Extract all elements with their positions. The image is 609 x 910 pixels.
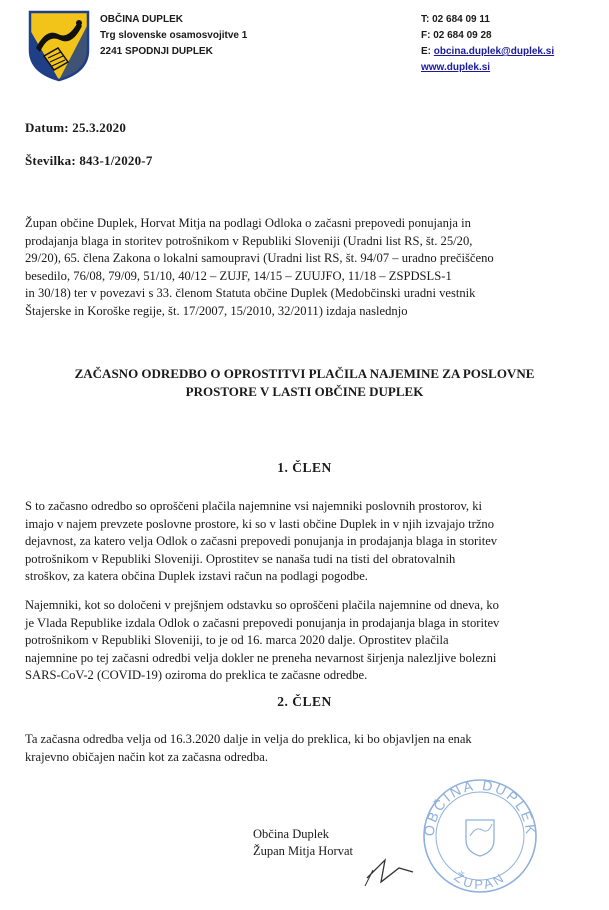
email-label: E: xyxy=(421,46,431,57)
title-line-2: PROSTORE V LASTI OBČINE DUPLEK xyxy=(185,384,424,399)
header-address-block xyxy=(100,12,247,60)
title-line-1: ZAČASNO ODREDBO O OPROSTITVI PLAČILA NAJEMINE ZA POSLOVNE xyxy=(74,366,535,381)
intro-line: in 30/18) ter v povezavi s 33. členom Statuta občine Duplek (Medobčinski uradni vestnik xyxy=(25,286,476,300)
paragraph-line: imajo v najem prevzete poslovne prostore, ki so v lasti občine Duplek in v njih izvajajo tržno xyxy=(25,516,495,531)
web-line xyxy=(421,60,554,76)
stamp-top-text: OBČINA DUPLEK xyxy=(420,776,540,837)
postal-line: 2241 SPODNJI DUPLEK xyxy=(100,46,213,57)
signature-block xyxy=(253,826,353,860)
phone-number: T: 02 684 09 11 xyxy=(421,14,490,25)
fax-number: F: 02 684 09 28 xyxy=(421,30,492,41)
paragraph-line: S to začasno odredbo so oproščeni plačila najemnine vsi najemniki poslovnih prostorov, ki xyxy=(25,499,483,513)
website-link[interactable]: www.duplek.si xyxy=(421,62,491,73)
article-2-paragraph xyxy=(25,731,585,766)
official-stamp xyxy=(420,770,540,902)
address-line: Trg slovenske osamosvojitve 1 xyxy=(100,30,248,41)
paragraph-line: Ta začasna odredba velja od 16.3.2020 dalje in velja do preklica, ki bo objavljen na enak xyxy=(25,732,472,746)
paragraph-line: SARS-CoV-2 (COVID-19) oziroma do preklica te začasne odredbe. xyxy=(25,668,368,682)
signature-name: Župan Mitja Horvat xyxy=(253,844,353,858)
paragraph-line: potrošnikom v Republiki Sloveniji, to je od 16. marca 2020 dalje. Oprostitev plačila xyxy=(25,633,449,647)
stamp-bottom-text: ŽUPAN xyxy=(451,869,509,892)
intro-line: Župan občine Duplek, Horvat Mitja na podlagi Odloka o začasni prepovedi ponujanja in xyxy=(25,216,471,230)
paragraph-line: stroškov, za katera občina Duplek izstavi račun na podlagi pogodbe. xyxy=(25,569,368,583)
intro-line: 29/20), 65. člena Zakona o lokalni samoupravi (Uradni list RS, št. 94/07 – uradno prečiščeno xyxy=(25,251,494,265)
email-line xyxy=(421,44,554,60)
document-title xyxy=(15,365,594,401)
paragraph-line: potrošnikom v Republiki Sloveniji. Oprostitev se nanaša tudi na tisti del obratovalnih xyxy=(25,551,456,566)
document-date: Datum: 25.3.2020 xyxy=(25,120,127,135)
coat-of-arms-logo xyxy=(28,10,90,82)
intro-paragraph xyxy=(25,215,585,320)
intro-line: besedilo, 76/08, 79/09, 51/10, 40/12 – ZUJF, 14/15 – ZUUJFO, 11/18 – ZSPDSLS-1 xyxy=(25,268,452,283)
paragraph-line: Najemniki, kot so določeni v prejšnjem odstavku so oproščeni plačila najemnine od dneva, ko xyxy=(25,598,499,612)
email-link[interactable]: obcina.duplek@duplek.si xyxy=(433,46,555,57)
document-number: Številka: 843-1/2020-7 xyxy=(25,153,153,168)
article-1-paragraph-1 xyxy=(25,498,585,586)
org-name: OBČINA DUPLEK xyxy=(100,14,183,25)
signature-org: Občina Duplek xyxy=(253,827,330,841)
intro-line: Štajerske in Koroške regije, št. 17/2007, 15/2010, 32/2011) izdaja naslednjo xyxy=(25,303,408,318)
svg-text:OBČINA DUPLEK xyxy=(421,777,540,837)
intro-line: prodajanja blaga in storitev potrošnikom v Republiki Sloveniji (Uradni list RS, št. 25/20, xyxy=(25,233,473,248)
article-2-heading: 2. ČLEN xyxy=(277,694,332,709)
article-1-paragraph-2 xyxy=(25,597,585,685)
paragraph-line: krajevno običajen način kot za začasna odredba. xyxy=(25,749,269,764)
paragraph-line: je Vlada Republike izdala Odlok o začasni prepovedi ponujanja in prodajanja blaga in storitev xyxy=(25,615,500,630)
paragraph-line: dejavnost, za katero velja Odlok o začasni prepovedi ponujanja in prodajanja blaga in storitev xyxy=(25,534,498,548)
header-contact-block xyxy=(421,12,554,76)
stamp-crest-icon xyxy=(466,820,494,856)
paragraph-line: najemnine po tej začasni odredbi velja dokler ne preneha nevarnost širjenja nalezljive bolezni xyxy=(25,650,497,665)
article-1-heading: 1. ČLEN xyxy=(277,460,332,475)
